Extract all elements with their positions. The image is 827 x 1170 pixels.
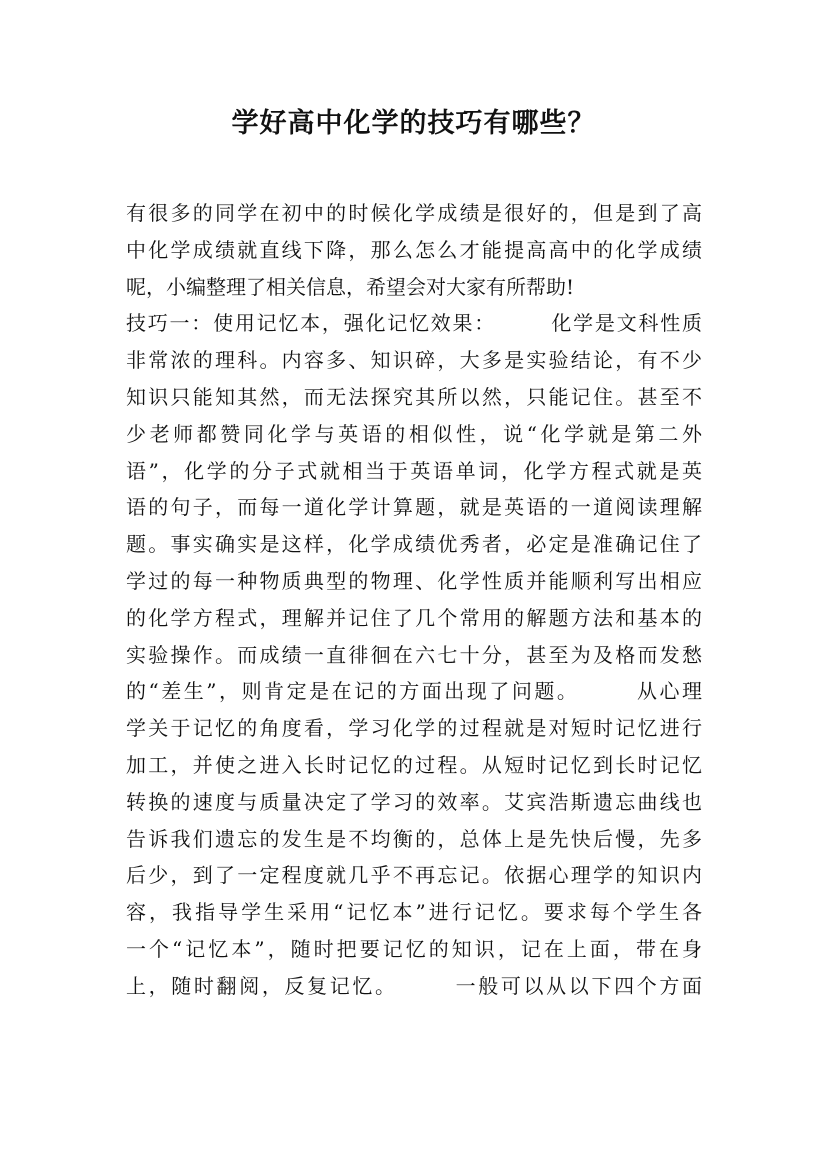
body-line: 一个“记忆本”，随时把要记忆的知识，记在上面，带在身 [126,936,702,961]
body-line: 加工，并使之进入长时记忆的过程。从短时记忆到长时记忆 [126,752,702,777]
document-body [126,195,702,1005]
document-title: 学好高中化学的技巧有哪些？ [231,108,596,139]
body-line: 中化学成绩就直线下降，那么怎么才能提高高中的化学成绩 [126,237,702,262]
body-line: 技巧一：使用记忆本，强化记忆效果： 化学是文科性质 [126,311,702,336]
body-line: 的“差生”，则肯定是在记的方面出现了问题。 从心理 [126,679,702,704]
body-line: 后少，到了一定程度就几乎不再忘记。依据心理学的知识内 [126,863,702,888]
body-line: 少老师都赞同化学与英语的相似性，说“化学就是第二外 [126,421,702,446]
body-line: 非常浓的理科。内容多、知识碎，大多是实验结论，有不少 [126,348,702,373]
body-line: 题。事实确实是这样，化学成绩优秀者，必定是准确记住了 [126,532,702,557]
body-line: 语”，化学的分子式就相当于英语单词，化学方程式就是英 [126,458,702,483]
body-line: 呢，小编整理了相关信息，希望会对大家有所帮助! [126,274,575,299]
body-line: 实验操作。而成绩一直徘徊在六七十分，甚至为及格而发愁 [126,642,702,667]
body-line: 学关于记忆的角度看，学习化学的过程就是对短时记忆进行 [126,716,702,741]
body-line: 上，随时翻阅，反复记忆。 一般可以从以下四个方面 [126,973,702,998]
body-line: 容，我指导学生采用“记忆本”进行记忆。要求每个学生各 [126,900,702,925]
body-line: 语的句子，而每一道化学计算题，就是英语的一道阅读理解 [126,495,702,520]
body-line: 知识只能知其然，而无法探究其所以然，只能记住。甚至不 [126,384,702,409]
body-line: 有很多的同学在初中的时候化学成绩是很好的，但是到了高 [126,201,702,225]
body-line: 告诉我们遗忘的发生是不均衡的，总体上是先快后慢，先多 [126,826,702,851]
body-line: 转换的速度与质量决定了学习的效率。艾宾浩斯遗忘曲线也 [126,789,702,814]
body-line: 学过的每一种物质典型的物理、化学性质并能顺利写出相应 [126,568,702,593]
body-line: 的化学方程式，理解并记住了几个常用的解题方法和基本的 [126,605,702,630]
